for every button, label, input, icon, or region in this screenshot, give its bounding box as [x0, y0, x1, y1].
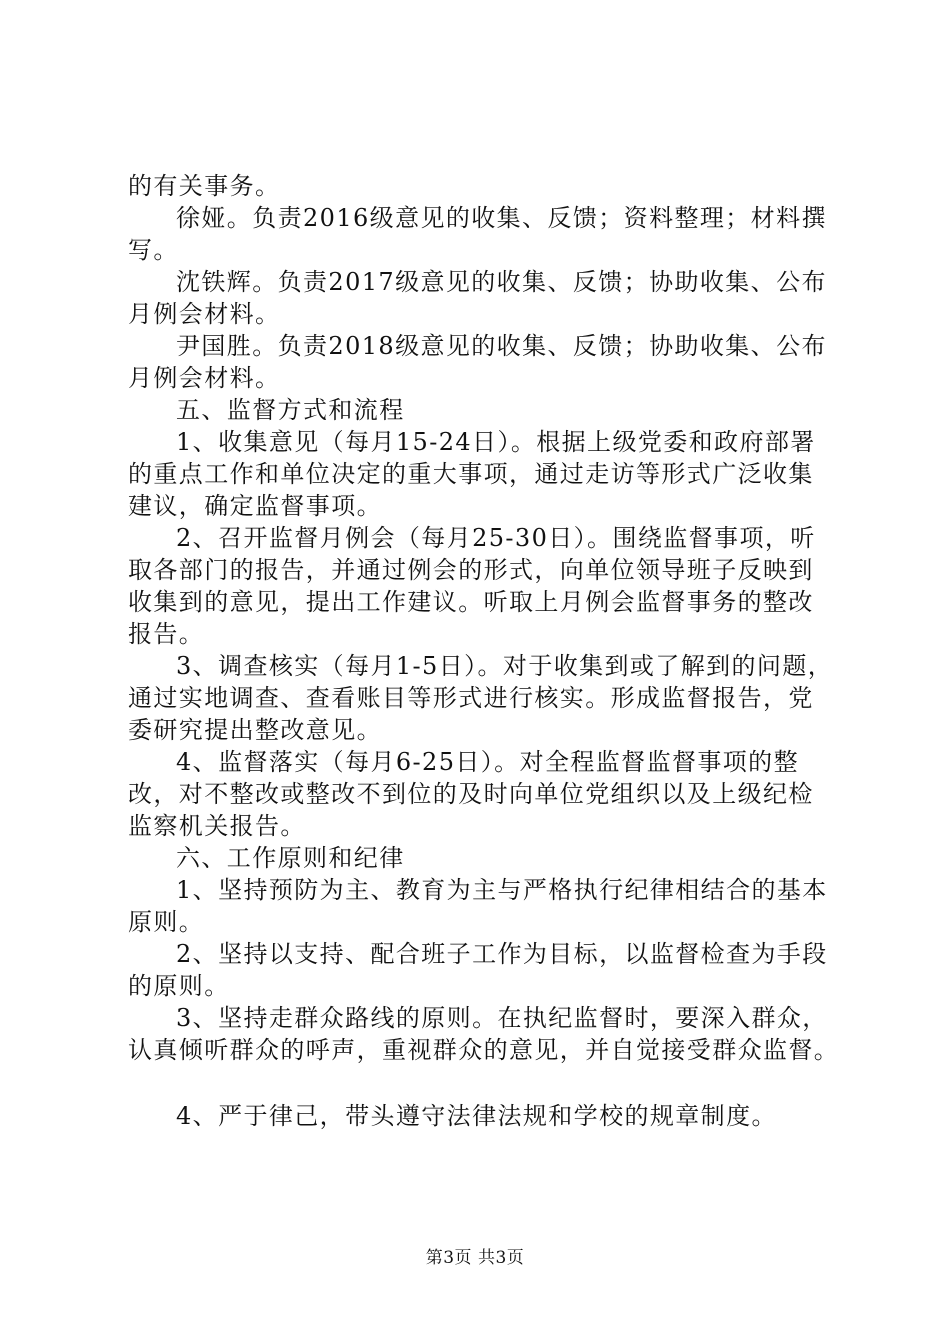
text-line: 原则。	[128, 908, 205, 936]
text-line: 尹国胜。负责2018级意见的收集、反馈；协助收集、公布	[176, 332, 827, 360]
text-line: 通过实地调查、查看账目等形式进行核实。形成监督报告，党	[128, 684, 814, 712]
text-line: 改，对不整改或整改不到位的及时向单位党组织以及上级纪检	[128, 780, 814, 808]
text-line: 报告。	[128, 620, 205, 648]
paragraph-gap	[128, 1066, 838, 1100]
text-line: 3、坚持走群众路线的原则。在执纪监督时，要深入群众，	[176, 1004, 828, 1032]
text-line: 沈铁辉。负责2017级意见的收集、反馈；协助收集、公布	[176, 268, 827, 296]
text-line: 取各部门的报告，并通过例会的形式，向单位领导班子反映到	[128, 556, 814, 584]
paragraph-lines	[128, 170, 838, 1066]
text-line: 1、收集意见（每月15-24日）。根据上级党委和政府部署	[176, 428, 816, 456]
text-line: 2、坚持以支持、配合班子工作为目标，以监督检查为手段	[176, 940, 828, 968]
text-line: 徐娅。负责2016级意见的收集、反馈；资料整理；材料撰	[176, 204, 827, 232]
text-line: 收集到的意见，提出工作建议。听取上月例会监督事务的整改	[128, 588, 814, 616]
text-line: 委研究提出整改意见。	[128, 716, 382, 744]
text-line: 五、监督方式和流程	[176, 396, 405, 424]
text-line: 的原则。	[128, 972, 230, 1000]
text-line: 认真倾听群众的呼声，重视群众的意见，并自觉接受群众监督。	[128, 1036, 840, 1064]
text-line: 月例会材料。	[128, 364, 281, 392]
text-line: 的重点工作和单位决定的重大事项，通过走访等形式广泛收集	[128, 460, 814, 488]
text-line: 2、召开监督月例会（每月25-30日）。围绕监督事项，听	[176, 524, 816, 552]
page-footer: 第3页 共3页	[425, 1248, 525, 1268]
text-line: 监察机关报告。	[128, 812, 306, 840]
text-line: 月例会材料。	[128, 300, 281, 328]
text-line: 1、坚持预防为主、教育为主与严格执行纪律相结合的基本	[176, 876, 828, 904]
text-line: 的有关事务。	[128, 172, 281, 200]
last-paragraph-line: 4、严于律己，带头遵守法律法规和学校的规章制度。	[176, 1102, 777, 1130]
text-line: 六、工作原则和纪律	[176, 844, 405, 872]
text-line: 写。	[128, 236, 179, 264]
text-line: 建议，确定监督事项。	[128, 492, 382, 520]
text-line: 4、监督落实（每月6-25日）。对全程监督监督事项的整	[176, 748, 799, 776]
document-body	[128, 170, 838, 1132]
text-line: 3、调查核实（每月1-5日）。对于收集到或了解到的问题，	[176, 652, 834, 680]
